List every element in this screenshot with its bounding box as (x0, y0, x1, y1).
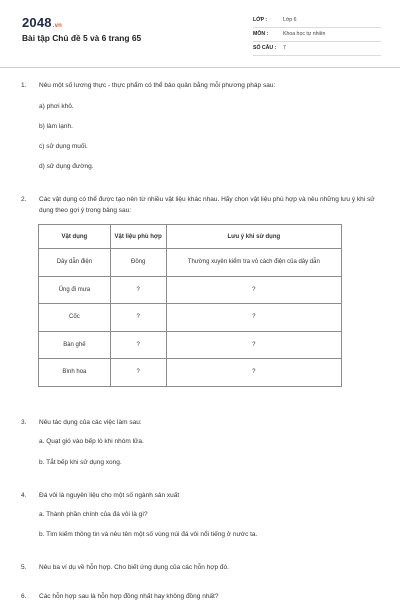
question-number: 6. (21, 593, 27, 600)
table-cell: Ủng đi mưa (39, 276, 111, 304)
question-text: Nêu tác dụng của các việc làm sau: (39, 419, 142, 426)
materials-table (38, 224, 342, 387)
table-cell: ? (110, 304, 166, 332)
meta-row-count (253, 42, 381, 56)
header-divider (0, 67, 400, 68)
table-cell: Đồng (110, 249, 166, 277)
answer-option: a) phơi khô. (39, 103, 74, 110)
answer-option: d) sử dụng đường. (39, 163, 94, 170)
table-header-cell: Vật dụng (39, 225, 111, 249)
table-cell: ? (166, 359, 341, 387)
table-row (39, 331, 342, 359)
logo-suffix: .vn (52, 23, 63, 29)
document-title: Bài tập Chủ đề 5 và 6 trang 65 (22, 33, 142, 43)
meta-value-class: Lớp 6 (283, 17, 297, 24)
table-row (39, 304, 342, 332)
meta-label-subject: MÔN : (253, 31, 269, 38)
question-number: 1. (21, 82, 27, 89)
answer-option: a. Quạt gió vào bếp lò khi nhóm lửa. (39, 438, 144, 445)
question-number: 3. (21, 419, 27, 426)
table-cell: Bình hoa (39, 359, 111, 387)
table-header-cell: Vật liệu phù hợp (110, 225, 166, 249)
answer-option: b. Tìm kiếm thông tin và nêu tên một số vùng núi đá vôi nổi tiếng ở nước ta. (39, 531, 258, 538)
question-number: 5. (21, 564, 27, 571)
table-cell: ? (166, 331, 341, 359)
table-row (39, 359, 342, 387)
meta-label-class: LỚP : (253, 17, 268, 24)
answer-option: b. Tắt bếp khi sử dụng xong. (39, 459, 122, 466)
table-row (39, 276, 342, 304)
answer-option: c) sử dụng muối. (39, 143, 88, 150)
meta-value-count: 7 (283, 45, 286, 52)
meta-row-subject (253, 28, 381, 42)
table-cell: ? (110, 359, 166, 387)
table-cell: Dây dẫn điện (39, 249, 111, 277)
question-number: 4. (21, 492, 27, 499)
question-number: 2. (21, 196, 27, 203)
answer-option: b) làm lạnh. (39, 123, 73, 130)
table-cell: ? (110, 331, 166, 359)
table-header-row (39, 225, 342, 249)
table-cell: ? (166, 304, 341, 332)
table-row (39, 249, 342, 277)
logo-main: 2048 (22, 15, 52, 30)
meta-value-subject: Khoa học tự nhiên (283, 31, 326, 38)
table-cell: Thường xuyên kiểm tra vỏ cách điện của dây dẫn (166, 249, 341, 277)
question-text: Đá vôi là nguyên liệu cho một số ngành sản xuất (39, 492, 180, 499)
table-cell: ? (166, 276, 341, 304)
site-logo[interactable] (22, 15, 62, 30)
meta-row-class (253, 14, 381, 28)
question-text: Nêu ba ví dụ về hỗn hợp. Cho biết ứng dụng của các hỗn hợp đó. (39, 564, 229, 571)
table-cell: Cốc (39, 304, 111, 332)
answer-option: a. Thành phần chính của đá vôi là gì? (39, 511, 148, 518)
question-text: Nêu một số lương thực - thực phẩm có thể bảo quản bằng mỗi phương pháp sau: (39, 82, 276, 89)
table-cell: Bàn ghế (39, 331, 111, 359)
meta-label-count: SỐ CÂU : (253, 45, 277, 52)
question-text: Các vật dụng có thể được tạo nên từ nhiều vật liệu khác nhau. Hãy chọn vật liệu phù hợp và nêu những lưu ý khi sử dụng theo gợi ý trong bảng sau: (39, 196, 375, 214)
document-header (0, 0, 400, 66)
table-cell: ? (110, 276, 166, 304)
table-header-cell: Lưu ý khi sử dụng (166, 225, 341, 249)
meta-info-box (253, 14, 381, 56)
question-text: Các hỗn hợp sau là hỗn hợp đồng nhất hay không đồng nhất? (39, 593, 219, 600)
